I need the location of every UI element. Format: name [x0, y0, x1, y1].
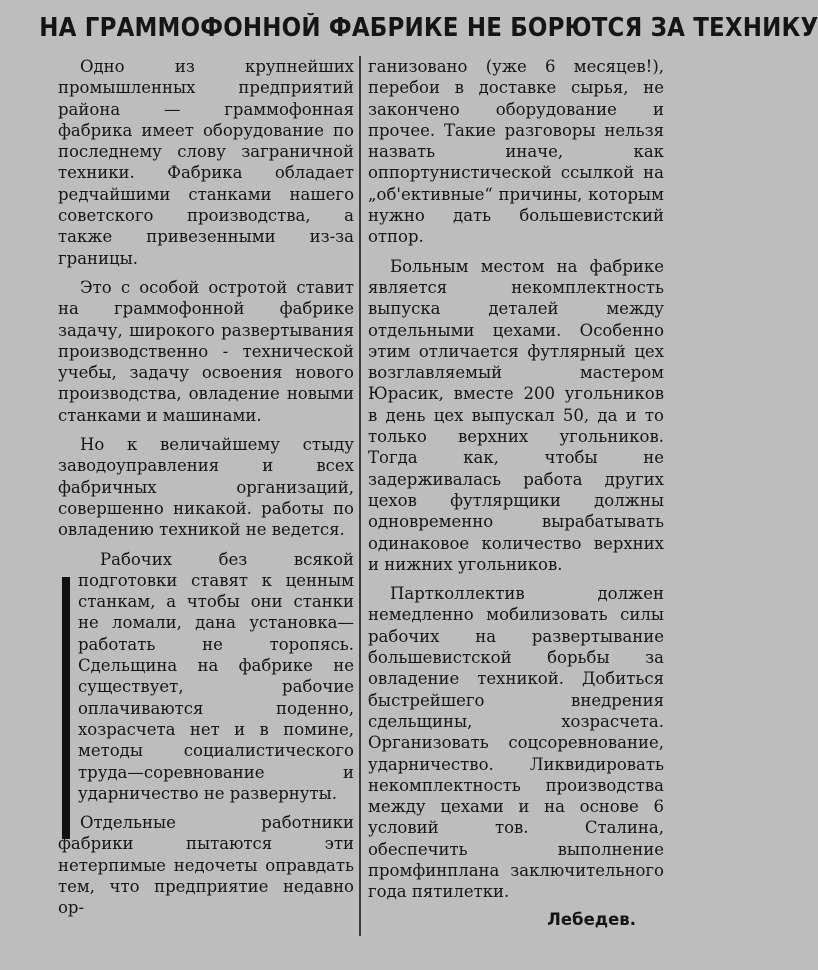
paragraph-workers-highlighted: Рабочих без всякой подготовки ставят к ценным станкам, а чтобы они станки не ломали, дана установка— работать не торопясь. Сдельщина на фабрике не существует, рабочие оплачиваются поденно, хозрасчета нет и в помине, методы социалистического труда—соревнование и ударничество не развернуты.: [78, 549, 354, 803]
paragraph-task: Это с особой остротой ставит на граммофонной фабрике задачу, широкого развертывания производственно - технической учебы, задачу освоения нового производства, овладение новыми станками и машинами.: [58, 277, 354, 425]
paragraph-shame: Но к величайшему стыду заводоуправления и всех фабричных организаций, совершенно никакой. работы по овладению техникой не ведется.: [58, 435, 354, 540]
left-column: [58, 56, 354, 919]
article-headline: НА ГРАММОФОННОЙ ФАБРИКЕ НЕ БОРЮТСЯ ЗА ТЕХНИКУ: [39, 13, 818, 43]
column-divider: [359, 56, 361, 936]
paragraph-party-collective: Партколлектив должен немедленно мобилизовать силы рабочих на развертывание большевистской борьбы за овладение техникой. Добиться быстрейшего внедрения сдельщины, хозрасчета. Организовать соцсоревнование, ударничество. Ликвидировать некомплектность производства между цехами и на основе 6 условий тов. Сталина, обеспечить выполнение промфинплана заключительного года пятилетки.: [368, 584, 664, 902]
paragraph-continuation: ганизовано (уже 6 месяцев!), перебои в доставке сырья, не закончено оборудование и прочее. Такие разговоры нельзя назвать иначе, как оппортунистической ссылкой на „об'ективные“ причины, которым нужно дать большевистский отпор.: [368, 57, 664, 247]
paragraph-incompleteness: Больным местом на фабрике является некомплектность выпуска деталей между отдельными цехами. Особенно этим отличается футлярный цех возглавляемый мастером Юрасик, вместе 200 угольников в день цех выпускал 50, да и то только верхних угольников. Тогда как, чтобы не задерживалась работа других цехов футлярщики должны одновременно вырабатывать одинаковое количество верхних и нижних угольников.: [368, 256, 664, 574]
right-column: [368, 56, 664, 931]
author-signature: Лебедев.: [547, 909, 636, 929]
paragraph-intro: Одно из крупнейших промышленных предприятий района — граммофонная фабрика имеет оборудование по последнему слову заграничной техники. Фабрика обладает редчайшими станками нашего советского производства, а также привезенными из-за границы.: [58, 57, 354, 268]
paragraph-excuses: Отдельные работники фабрики пытаются эти нетерпимые недочеты оправдать тем, что предприятие недавно ор-: [58, 813, 354, 918]
